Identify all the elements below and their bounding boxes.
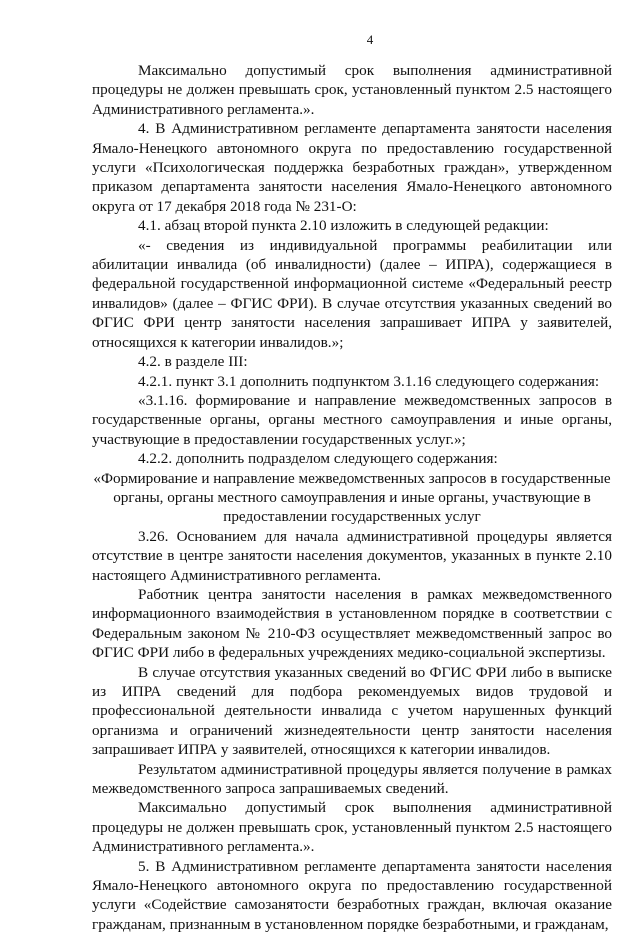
paragraph-employee-request: Работник центра занятости населения в рамках межведомственного информационного взаимодействия в установленном порядке в соответствии с Федеральным законом № 210-ФЗ осуществляет межведомственный запрос во ФГИС ФРИ либо в федеральных учреждениях медико-социальной экспертизы.: [92, 585, 612, 662]
paragraph-item-5: 5. В Административном регламенте департамента занятости населения Ямало-Ненецкого автономного округа по предоставлению государственной услуги «Содействие самозанятости безработных граждан, включая оказание гражданам, признанным в установленном порядке безработными, и гражданам,: [92, 857, 612, 933]
subsection-heading: «Формирование и направление межведомственных запросов в государственные органы, органы местного самоуправления и иные органы, участвующие в предоставлении государственных услуг: [93, 469, 611, 526]
paragraph-3-26: 3.26. Основанием для начала административной процедуры является отсутствие в центре занятости населения документов, указанных в пункте 2.10 настоящего Административного регламента.: [92, 527, 612, 584]
paragraph-absence-info: В случае отсутствия указанных сведений во ФГИС ФРИ либо в выписке из ИПРА сведений для подбора рекомендуемых видов трудовой и профессиональной деятельности инвалида с учетом нарушенных функций организма и ограничений жизнедеятельности центр занятости населения запрашивает ИПРА у заявителей, относящихся к категории инвалидов.: [92, 663, 612, 759]
paragraph-item-4-1: 4.1. абзац второй пункта 2.10 изложить в следующей редакции:: [138, 217, 549, 235]
paragraph-max-term-2: Максимально допустимый срок выполнения административной процедуры не должен превышать срок, установленный пунктом 2.5 настоящего Административного регламента.».: [92, 799, 612, 856]
paragraph-item-4-2: 4.2. в разделе III:: [138, 353, 248, 371]
paragraph-max-term: Максимально допустимый срок выполнения административной процедуры не должен превышать срок, установленный пунктом 2.5 настоящего Административного регламента.».: [92, 62, 612, 118]
paragraph-item-4-2-2: 4.2.2. дополнить подразделом следующего содержания:: [138, 450, 498, 468]
paragraph-result: Результатом административной процедуры является получение в рамках межведомственного запроса запрашиваемых сведений.: [92, 760, 612, 798]
paragraph-item-4: 4. В Административном регламенте департамента занятости населения Ямало-Ненецкого автономного округа по предоставлению государственной услуги «Психологическая поддержка безработных граждан», утвержденном приказом департамента занятости населения Ямало-Ненецкого автономного округа от 17 декабря 2018 года № 231-О:: [92, 120, 612, 215]
document-body: [92, 61, 612, 934]
paragraph-item-4-2-1: 4.2.1. пункт 3.1 дополнить подпунктом 3.1.16 следующего содержания:: [138, 372, 600, 390]
paragraph-quote-3-1-16: «3.1.16. формирование и направление межведомственных запросов в государственные органы, органы местного самоуправления и иные органы, участвующие в предоставлении государственных услуг.»;: [92, 391, 612, 448]
paragraph-quote-ipra: «- сведения из индивидуальной программы реабилитации или абилитации инвалида (об инвалидности) (далее – ИПРА), содержащиеся в федеральной государственной информационной системе «Федеральный реестр инвалидов» (далее – ФГИС ФРИ). В случае отсутствия указанных сведений во ФГИС ФРИ центр занятости населения запрашивает ИПРА у заявителей, относящихся к категории инвалидов.»;: [92, 236, 612, 351]
page-number: 4: [366, 32, 374, 47]
